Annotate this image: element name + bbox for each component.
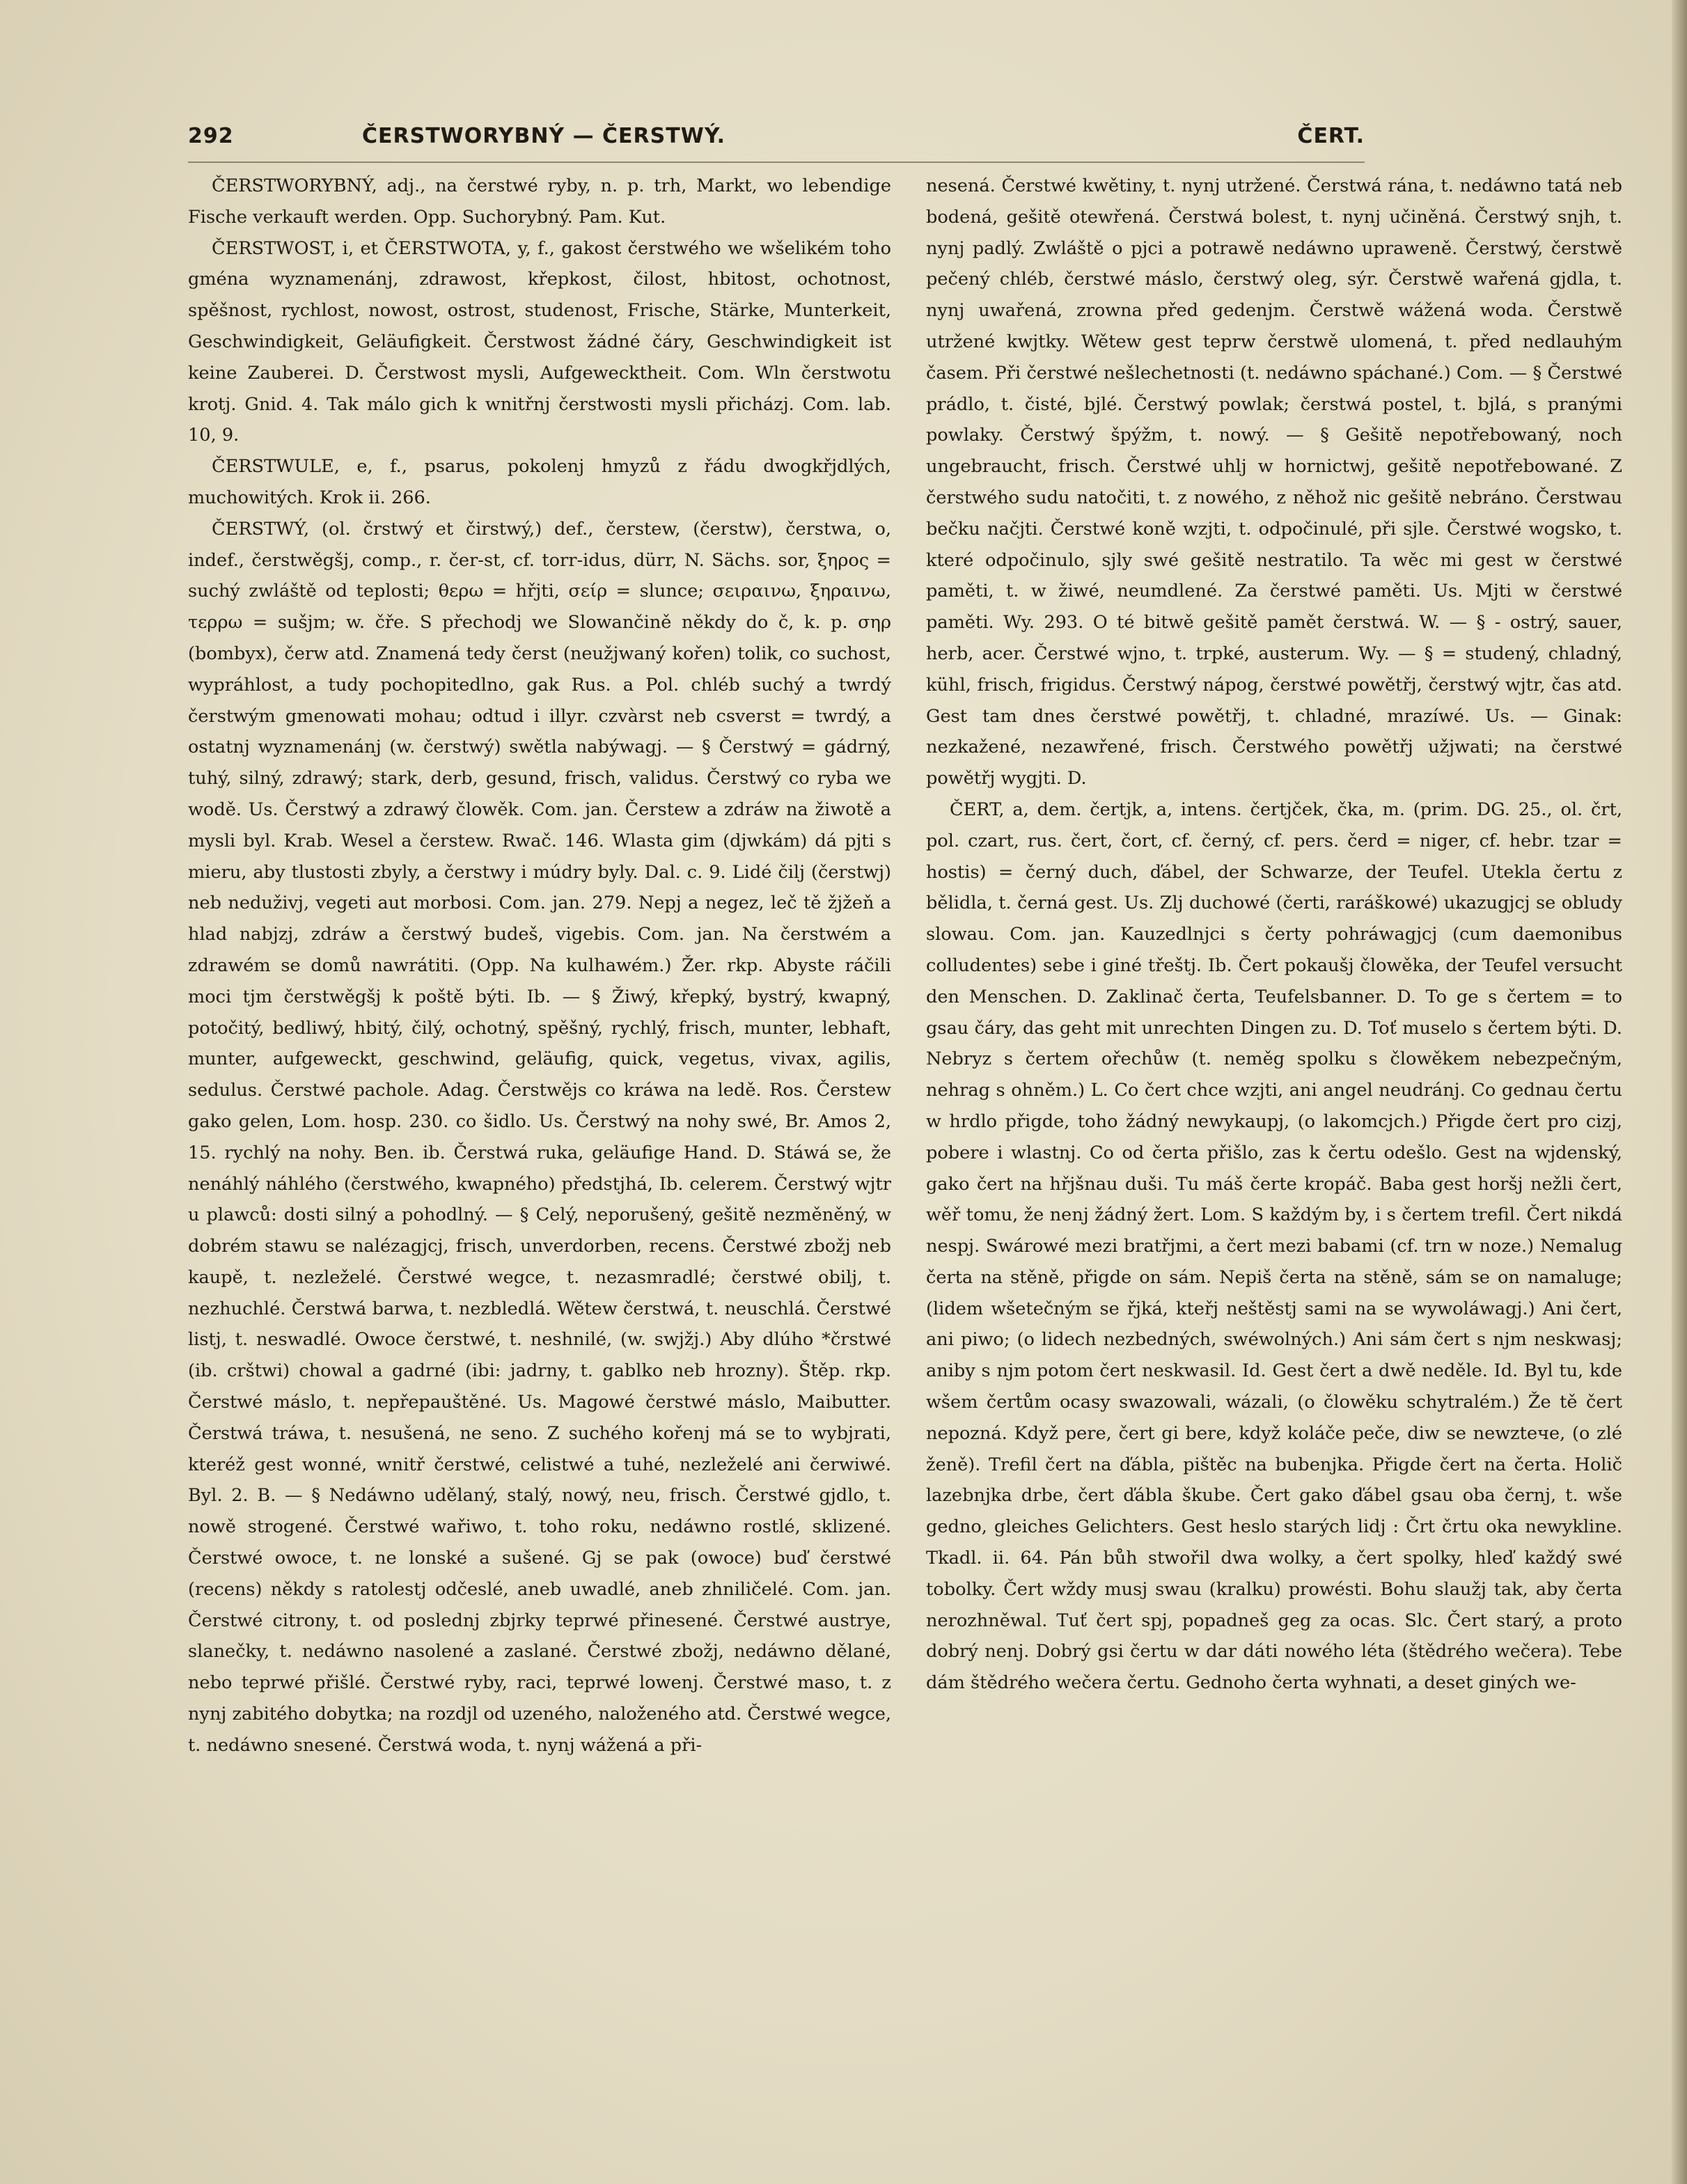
right-column (926, 171, 1622, 2120)
entry-cerstworybny: ČERSTWORYBNÝ, adj., na čerstwé ryby, n. p. trh, Markt, wo lebendige Fische verkauft werden. Opp. Suchorybný. Pam. Kut. (188, 175, 891, 228)
entry-range: ČERSTWORYBNÝ — ČERSTWÝ. (362, 124, 725, 148)
header-rule (188, 162, 1365, 163)
entry-cerstwy: ČERSTWÝ, (ol. črstwý et čirstwý,) def., čerstew, (čerstw), čerstwa, o, indef., čerstwěgšj, comp., r. čer-st, cf. torr-idus, dürr, N. Sächs. sor, ξηρος = suchý zwláště od teplosti; θερω = hřjti, σείρ = slunce; σειραινω, ξηραινω, τερρω = sušjm; w. čře. S přechodj we Slowančině někdy do č, k. p. σηρ (bombyx), čerw atd. Znamená tedy čerst (neužjwaný kořen) tolik, co suchost, wypráhlost, a tudy pochopitedlno, gak Rus. a Pol. chléb suchý a twrdý čerstwým gmenowati mohau; odtud i illyr. czvàrst neb csverst = twrdý, a ostatnj wyznamenánj (w. čerstwý) swětla nabýwagj. — § Čerstwý = gádrný, tuhý, silný, zdrawý; stark, derb, gesund, frisch, validus. Čerstwý co ryba we wodě. Us. Čerstwý a zdrawý člowěk. Com. jan. Čerstew a zdráw na žiwotě a mysli byl. Krab. Wesel a čerstew. Rwač. 146. Wlasta gim (djwkám) dá pjti s mieru, aby tlustosti zbyly, a čerstwy i múdry byly. Dal. c. 9. Lidé čilj (čerstwj) neb neduživj, vegeti aut morbosi. Com. jan. 279. Nepj a negez, leč tě žjžeň a hlad nabjzj, zdráw a čerstwý budeš, vigebis. Com. jan. Na čerstwém a zdrawém se domů nawrátiti. (Opp. Na kulhawém.) Žer. rkp. Abyste ráčili moci tjm čerstwěgšj k poště býti. Ib. — § Žiwý, křepký, bystrý, kwapný, potočitý, bedliwý, hbitý, čilý, ochotný, spěšný, rychlý, frisch, munter, lebhaft, munter, aufgeweckt, geschwind, geläufig, quick, vegetus, vivax, agilis, sedulus. Čerstwé pacholе. Adag. Čerstwějs co kráwa na ledě. Ros. Čerstew gako gelen, Lom. hosp. 230. co šidlo. Us. Čerstwý na nohy swé, Br. Amos 2, 15. rychlý na nohy. Ben. ib. Čerstwá ruka, geläufige Hand. D. Stáwá se, že nenáhlý náhlého (čerstwého, kwapného) předstjhá, Ib. celerem. Čerstwý wjtr u plawců: dosti silný a pohodlný. — § Celý, neporušený, gešitě nezměněný, w dobrém stawu se nalézagjcj, frisch, unverdorben, recens. Čerstwé zbožj neb kaupě, t. nezležеlé. Čerstwé wegce, t. nezasmradlé; čerstwé obilj, t. nezhuchlé. Čerstwá barwa, t. nezbledlá. Wětew čerstwá, t. neuschlá. Čerstwé listj, t. neswadlé. Owoce čerstwé, t. neshnilé, (w. swjžj.) Aby dlúho *črstwé (ib. crštwi) chowal a gadrné (ibi: jadrny, t. gablko neb hrozny). Štěp. rkp. Čerstwé máslo, t. nepřepauštěné. Us. Magowé čerstwé máslo, Maibutter. Čerstwá tráwa, t. nesušená, ne seno. Z suchého kořenj má se to wybjrati, kteréž gest wonné, wnitř čerstwé, celistwé a tuhé, nezleželé ani čerwiwé. Byl. 2. B. — § Nedáwno udělaný, stalý, nowý, neu, frisch. Čerstwé gjdlo, t. nowě strogené. Čerstwé wařiwo, t. toho roku, nedáwno rostlé, sklizené. Čerstwé owoce, t. ne lonské a sušené. Gj se pak (owoce) buď čerstwé (recens) někdy s ratolestj odčeslé, aneb uwadlé, aneb zhniličelé. Com. jan. Čerstwé citrony, t. od poslednj zbjrky teprwé přinesené. Čerstwé austrye, slanečky, t. nedáwno nasolené a zaslané. Čerstwé zbožj, nedáwno dělané, nebo teprwé přišlé. Čerstwé ryby, raci, teprwé lowenj. Čerstwé maso, t. z nynj zabitého dobytka; na rozdjl od uzeného, naloženého atd. Čerstwé wegce, t. nedáwno snesené. Čerstwá woda, t. nynj wážená a při- (188, 518, 891, 1756)
page-edge-shadow (1672, 0, 1687, 2184)
entry-cerstwule: ČERSTWULE, e, f., psarus, pokolenj hmyzů z řádu dwogkřjdlých, muchowitých. Krok ii. 266. (188, 456, 891, 508)
entry-cerstwost: ČERSTWOST, i, et ČERSTWOTA, y, f., gakost čerstwého we wšelikém toho gména wyznamenánj, zdrawost, křepkost, čilost, hbitost, ochotnost, spěšnost, rychlost, nowost, ostrost, studenost, Frische, Stärke, Munterkeit, Geschwindigkeit, Geläufigkeit. Čerstwost žádné čáry, Geschwindigkeit ist keine Zauberei. D. Čerstwost mysli, Aufgewecktheit. Com. Wln čerstwotu krotj. Gnid. 4. Tak málo gich k wnitřnj čerstwosti mysli přicházj. Com. lab. 10, 9. (188, 237, 891, 446)
entry-cerstwy-continued: nesená. Čerstwé kwětiny, t. nynj utržené. Čerstwá rána, t. nedáwno tatá neb bodená, gešitě otewřená. Čerstwá bolest, t. nynj učiněná. Čerstwý snjh, t. nynj padlý. Zwláště o pjci a potrawě nedáwno upraweně. Čerstwý, čerstwě pečený chléb, čerstwé máslo, čerstwý oleg, sýr. Čerstwě wařená gjdla, t. nynj uwařená, zrowna před gedenjm. Čerstwě wážená woda. Čerstwě utržené kwjtky. Wětew gest teprw čerstwě ulomená, t. před nedlauhým časem. Při čerstwé nešlechetnosti (t. nedáwno spáchané.) Com. — § Čerstwé prádlo, t. čisté, bjlé. Čerstwý powlak; čerstwá postel, t. bjlá, s pranými powlaky. Čerstwý špýžm, t. nowý. — § Gešitě nepotřebowaný, noch ungebraucht, frisch. Čerstwé uhlj w horniсtwj, gešitě nepotřebowané. Z čerstwého sudu natočiti, t. z nowého, z něhož nic gešitě nebráno. Čerstwau bečku načjti. Čerstwé koně wzjti, t. odpočinulé, při sjle. Čerstwé wogsko, t. které odpočinulo, sjly swé gešitě nestratilo. Ta wěc mi gest w čerstwé paměti, t. w žiwé, neumdlené. Za čerstwé paměti. Us. Mjti w čerstwé paměti. Wy. 293. O té bitwě gešitě pamět čerstwá. W. — § - ostrý, sauer, herb, acer. Čerstwé wjno, t. trpké, austerum. Wy. — § = studený, chladný, kühl, frisch, frigidus. Čerstwý nápog, čerstwé powětřj, čerstwý wjtr, čas atd. Gest tam dnes čerstwé powětřj, t. chladné, mrazíwé. Us. — Ginak: nezkažené, nezawřené, frisch. Čerstwého powětřj užjwati; na čerstwé powětřj wygjti. D. (926, 175, 1622, 789)
running-header (188, 120, 1365, 159)
page-number: 292 (188, 124, 234, 148)
right-column-headword: ČERT. (1297, 124, 1365, 148)
entry-cert: ČERT, a, dem. čertjk, a, intens. čertjček, čka, m. (prim. DG. 25., ol. črt, pol. czart, rus. čert, čort, cf. černý, cf. pers. čerd = niger, cf. hebr. tzar = hostis) = černý duch, ďábel, der Schwarze, der Teufel. Utekla čertu z bělidla, t. černá gest. Us. Zlj duchowé (čerti, raráškowé) ukazugjcj se obludy slowau. Com. jan. Kauzedlnjci s čerty pohráwagjcj (cum daemonibus colludentes) sebe i giné třeštj. Ib. Čert pokaušj člowěka, der Teufel versucht den Menschen. D. Zaklinač čerta, Teufelsbanner. D. To ge s čertem = to gsau čáry, das geht mit unrechten Dingen zu. D. Toť muselo s čertem býti. D. Nebryz s čertem ořechůw (t. neměg spolku s člowěkem nebezpečným, nehrag s ohněm.) L. Co čert chce wzjti, ani angel neudránj. Co gednau čertu w hrdlo přigde, toho žádný newykaupj, (o lakomcjch.) Přigde čert pro cizj, pobere i wlastnj. Co od čerta přišlo, zas k čertu odešlo. Gest na wjdenský, gako čert na hřjšnau duši. Tu máš čerte kropáč. Baba gest horšj nežli čert, wěř tomu, že nenj žádný žert. Lom. S každým by, i s čertem trefil. Čert nikdá nespj. Swárowé mezi bratřjmi, a čert mezi babami (cf. trn w noze.) Nemalug čerta na stěně, přigde on sám. Nepiš čerta na stěně, sám se on namaluge; (lidem wšetečným se řjká, kteřj neštěstj sami na se wywoláwagj.) Ani čert, ani piwo; (o lidech nezbedných, swéwolných.) Ani sám čert s njm neskwasj; aniby s njm potom čert neskwasil. Id. Gest čert a dwě neděle. Id. Byl tu, kde wšem čertům ocasy swazowali, wázali, (o člowěku schytralém.) Že tě čert nepozná. Když pere, čert gi bere, když koláče peče, diw se newztече, (o zlé ženě). Trefil čert na ďábla, pištěc na bubenjka. Přigde čert na čerta. Holič lazebnjka drbe, čert ďábla škube. Čert gako ďábel gsau oba černj, t. wše gedno, gleiches Gelichters. Gest heslo starých lidj : Črt črtu oka newykline. Tkadl. ii. 64. Pán bůh stwořil dwa wolky, a čert spolky, hleď každý swé tobolky. Čert wždy musj swau (kralku) prowésti. Bohu slaužj tak, aby čerta nerozhněwal. Tuť čert spj, popadneš geg za ocas. Slc. Čert starý, a proto dobrý nenj. Dobrý gsi čertu w dar dáti nowého léta (štědrého wečera). Tebe dám štědrého wečera čertu. Gednoho čerta wyhnati, a deset giných we- (926, 799, 1622, 1694)
left-column (188, 171, 891, 2120)
